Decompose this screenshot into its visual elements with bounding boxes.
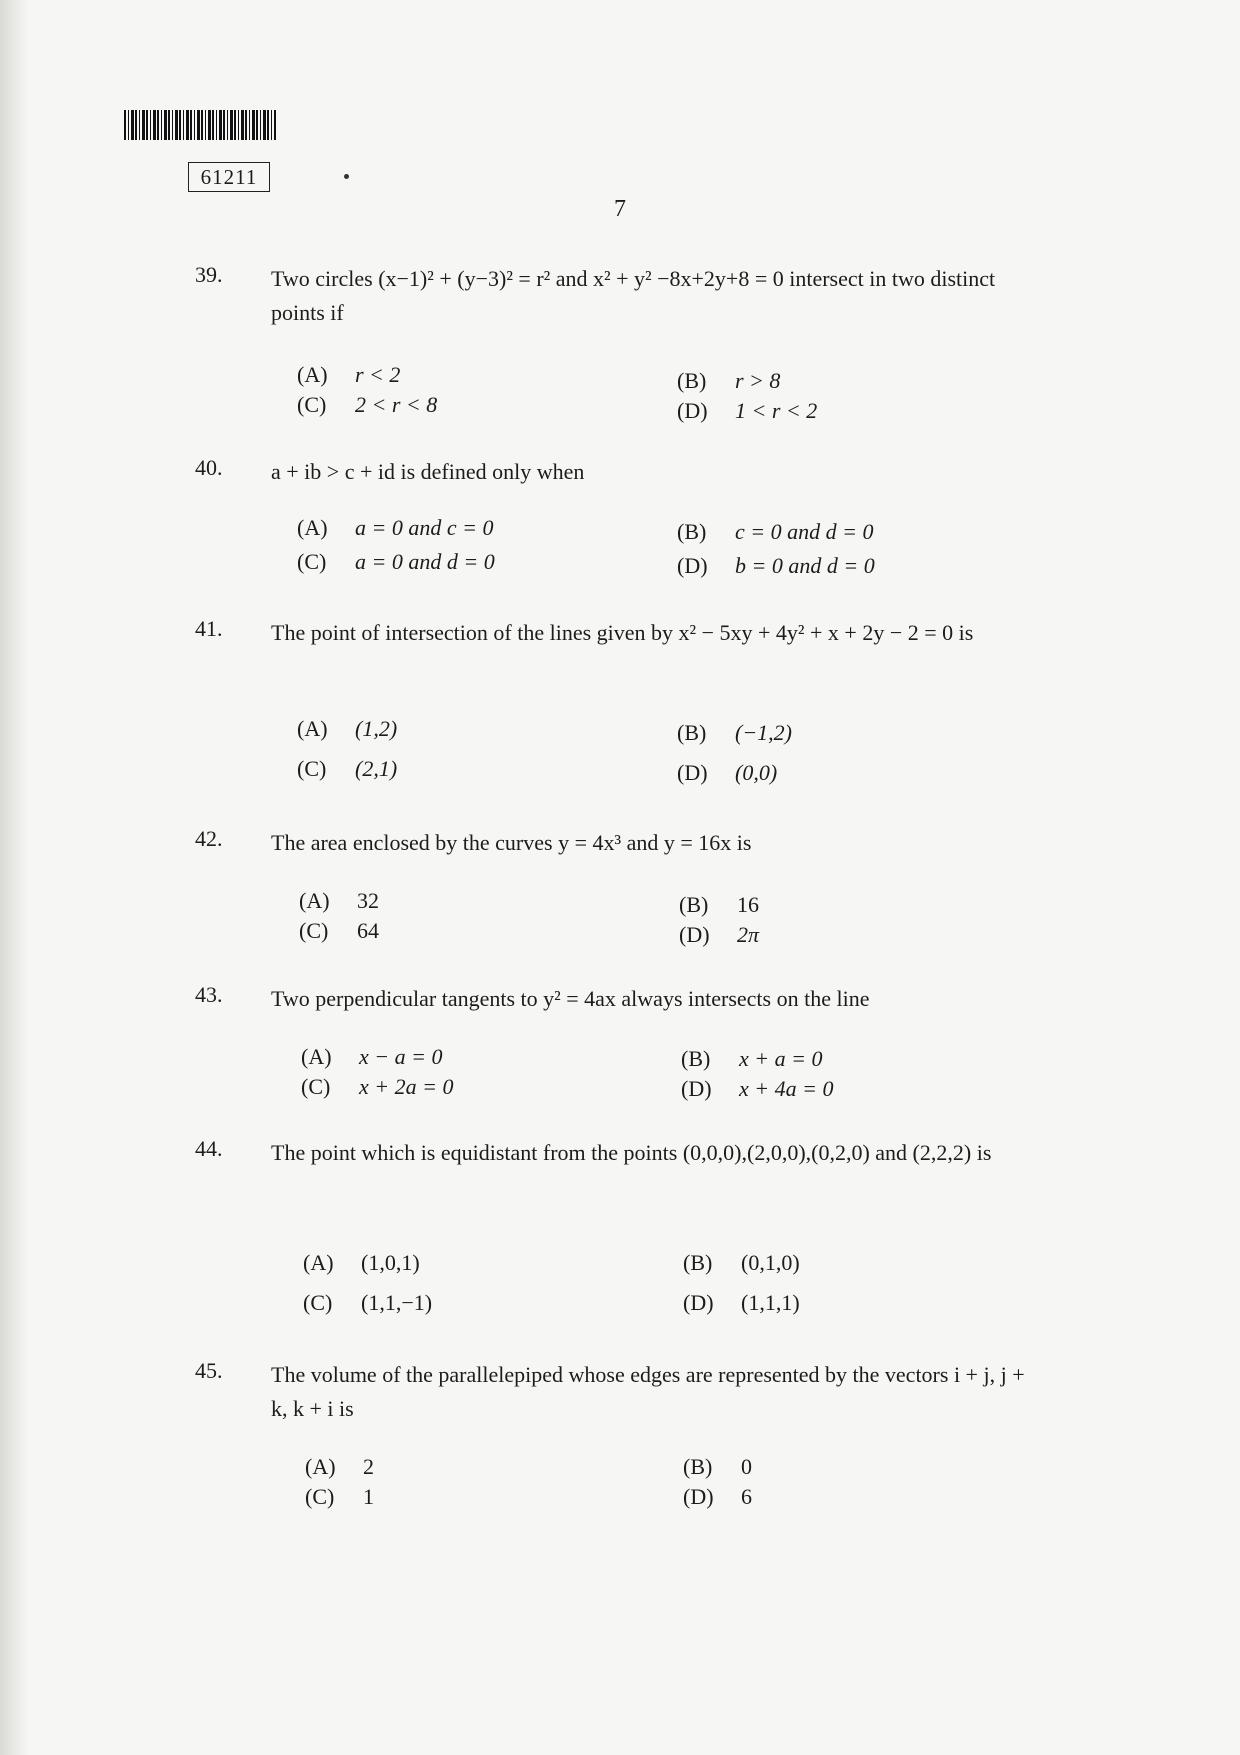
option-value: 2π (737, 922, 760, 947)
option-value: r > 8 (735, 368, 781, 393)
option-label: (A) (297, 362, 328, 387)
option-value: 16 (737, 892, 759, 917)
option-label: (C) (303, 1290, 333, 1315)
option-label: (C) (297, 392, 327, 417)
option-label: (B) (677, 368, 707, 393)
question-text: a + ib > c + id is defined only when (271, 459, 585, 484)
option-label: (B) (679, 892, 709, 917)
option-label: (A) (303, 1250, 334, 1275)
option-b[interactable] (677, 368, 780, 394)
barcode (124, 110, 276, 140)
option-label: (B) (677, 519, 707, 544)
option-label: (B) (683, 1250, 713, 1275)
option-value: (1,2) (355, 716, 398, 741)
option-label: (A) (299, 888, 330, 913)
option-value: x + 4a = 0 (739, 1076, 834, 1101)
option-label: (C) (305, 1484, 335, 1509)
question-number: 44. (195, 1136, 223, 1161)
option-b[interactable] (681, 1046, 822, 1072)
question-number: 42. (195, 826, 223, 851)
option-label: (B) (683, 1454, 713, 1479)
option-b[interactable] (683, 1454, 752, 1480)
option-value: (−1,2) (735, 720, 792, 745)
option-value: b = 0 and d = 0 (735, 553, 875, 578)
question-number: 39. (195, 262, 223, 287)
option-d[interactable] (683, 1484, 752, 1510)
option-value: (0,0) (735, 760, 778, 785)
option-a[interactable] (301, 1044, 442, 1070)
option-label: (C) (301, 1074, 331, 1099)
option-label: (D) (683, 1290, 714, 1315)
option-value: (2,1) (355, 756, 398, 781)
option-d[interactable] (677, 553, 875, 579)
question-text: The point of intersection of the lines given by x² − 5xy + 4y² + x + 2y − 2 = 0 is (271, 620, 974, 645)
option-c[interactable] (297, 549, 495, 575)
option-value: c = 0 and d = 0 (735, 519, 874, 544)
option-value: a = 0 and c = 0 (355, 515, 494, 540)
option-label: (D) (677, 553, 708, 578)
option-d[interactable] (679, 922, 759, 948)
option-b[interactable] (683, 1250, 800, 1276)
option-label: (D) (681, 1076, 712, 1101)
question-text: Two circles (x−1)² + (y−3)² = r² and x² + y² −8x+2y+8 = 0 intersect in two distinct points if (271, 266, 996, 325)
scan-dot (344, 174, 349, 179)
option-c[interactable] (305, 1484, 374, 1510)
option-label: (D) (683, 1484, 714, 1509)
option-value: (1,1,1) (741, 1290, 800, 1315)
option-label: (D) (679, 922, 710, 947)
option-b[interactable] (677, 720, 792, 746)
option-a[interactable] (299, 888, 379, 914)
option-d[interactable] (677, 760, 777, 786)
option-value: x + 2a = 0 (359, 1074, 454, 1099)
option-value: 0 (741, 1454, 752, 1479)
option-a[interactable] (297, 716, 397, 742)
option-value: a = 0 and d = 0 (355, 549, 495, 574)
question-text: The volume of the parallelepiped whose edges are represented by the vectors i + j, j + k, k + i is (271, 1362, 1025, 1421)
option-value: 1 < r < 2 (735, 398, 818, 423)
option-c[interactable] (303, 1290, 432, 1316)
option-d[interactable] (677, 398, 817, 424)
question-number: 43. (195, 982, 223, 1007)
option-value: 64 (357, 918, 379, 943)
option-a[interactable] (297, 362, 400, 388)
option-c[interactable] (297, 756, 397, 782)
option-label: (B) (681, 1046, 711, 1071)
option-label: (C) (297, 549, 327, 574)
option-label: (B) (677, 720, 707, 745)
option-value: (0,1,0) (741, 1250, 800, 1275)
option-a[interactable] (305, 1454, 374, 1480)
option-label: (C) (297, 756, 327, 781)
question-text: Two perpendicular tangents to y² = 4ax always intersects on the line (271, 986, 870, 1011)
option-a[interactable] (303, 1250, 420, 1276)
question-text: The point which is equidistant from the points (0,0,0),(2,0,0),(0,2,0) and (2,2,2) is (271, 1140, 992, 1165)
option-label: (C) (299, 918, 329, 943)
option-label: (A) (305, 1454, 336, 1479)
option-d[interactable] (681, 1076, 833, 1102)
option-c[interactable] (299, 918, 379, 944)
page-number: 7 (614, 196, 626, 222)
question-number: 41. (195, 616, 223, 641)
option-c[interactable] (301, 1074, 453, 1100)
option-value: (1,1,−1) (361, 1290, 433, 1315)
option-value: r < 2 (355, 362, 401, 387)
option-c[interactable] (297, 392, 437, 418)
option-value: x + a = 0 (739, 1046, 823, 1071)
option-label: (D) (677, 760, 708, 785)
option-b[interactable] (679, 892, 759, 918)
question-number: 40. (195, 455, 223, 480)
option-value: 2 (363, 1454, 374, 1479)
option-d[interactable] (683, 1290, 800, 1316)
option-value: 2 < r < 8 (355, 392, 438, 417)
paper-code: 61211 (188, 162, 270, 192)
option-value: 32 (357, 888, 379, 913)
option-label: (A) (297, 716, 328, 741)
option-value: 1 (363, 1484, 374, 1509)
option-b[interactable] (677, 519, 873, 545)
option-value: 6 (741, 1484, 752, 1509)
option-label: (A) (297, 515, 328, 540)
option-value: x − a = 0 (359, 1044, 443, 1069)
scan-shadow (0, 0, 28, 1755)
option-label: (A) (301, 1044, 332, 1069)
option-value: (1,0,1) (361, 1250, 420, 1275)
option-label: (D) (677, 398, 708, 423)
question-number: 45. (195, 1358, 223, 1383)
question-text: The area enclosed by the curves y = 4x³ and y = 16x is (271, 830, 752, 855)
option-a[interactable] (297, 515, 493, 541)
